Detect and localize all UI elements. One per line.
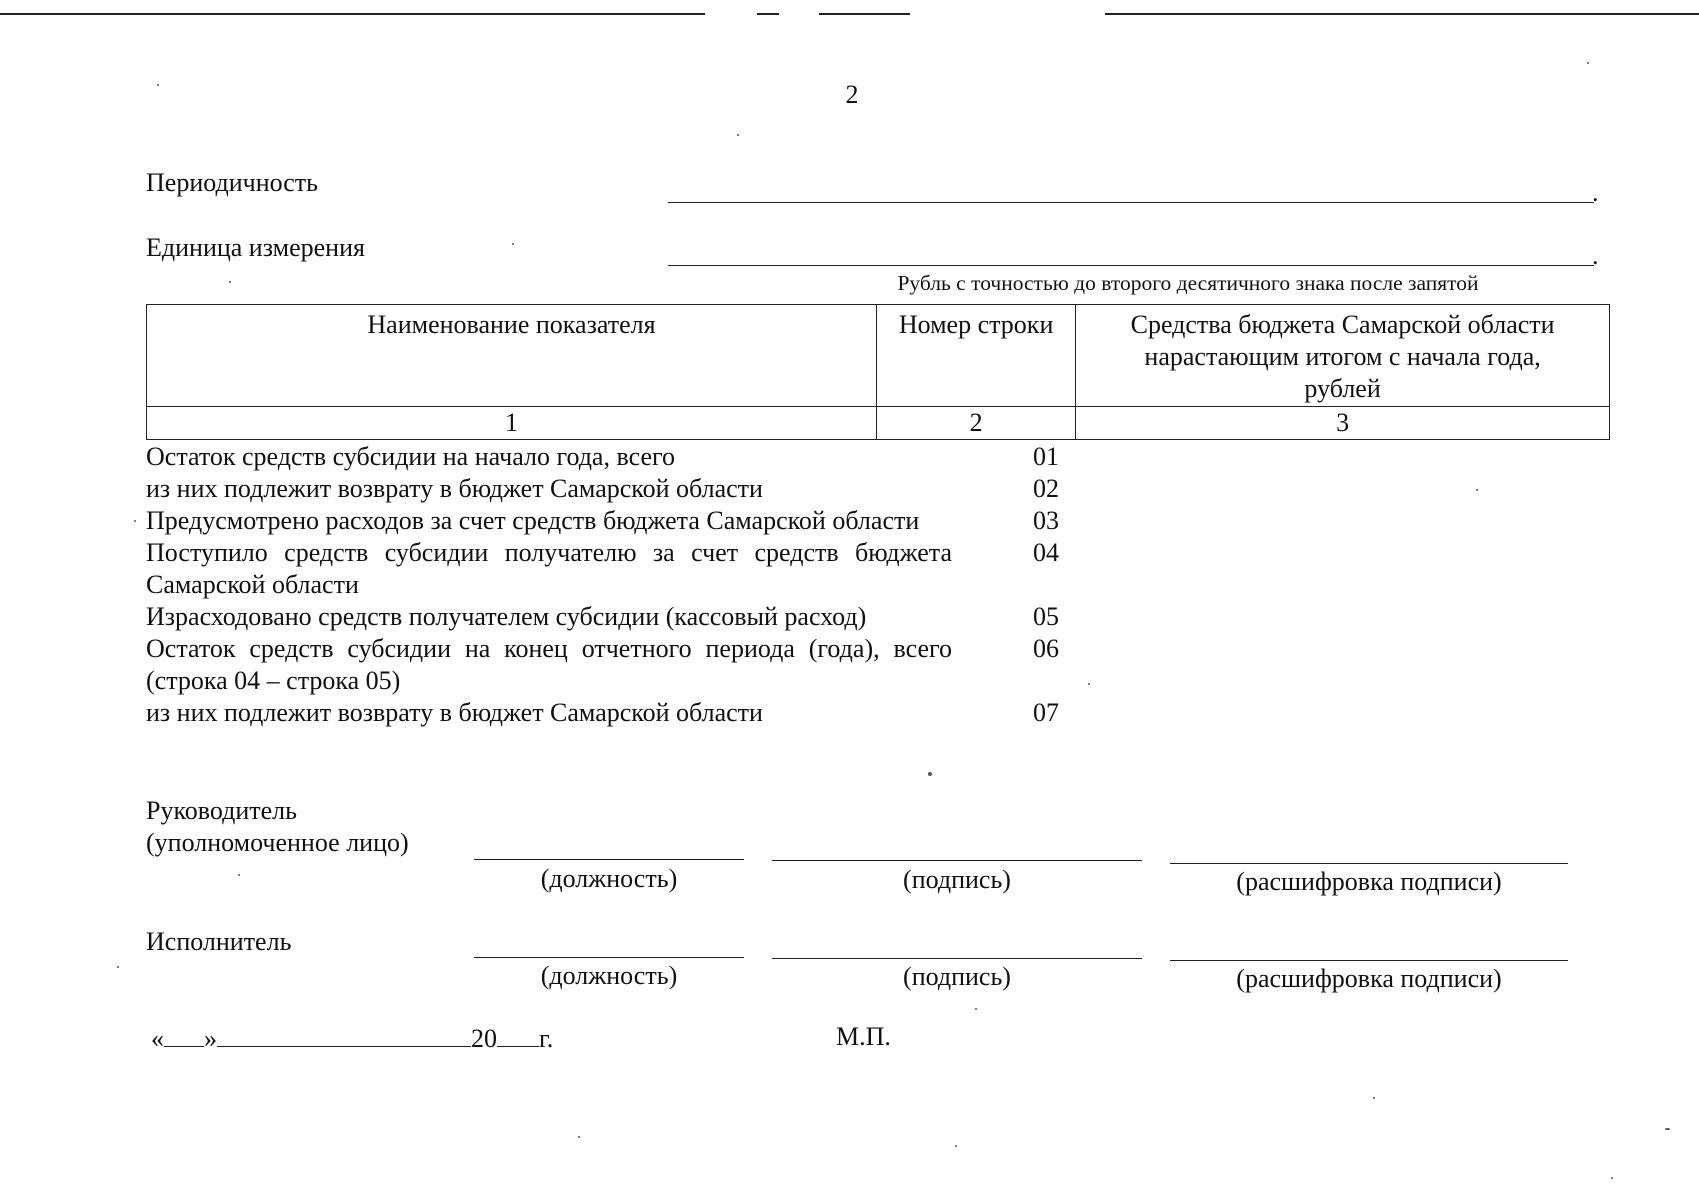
scan-speck — [117, 966, 119, 968]
row-name: Предусмотрено расходов за счет средств бюджета Самарской области — [146, 506, 920, 535]
table-row — [146, 633, 1610, 697]
row-value-cell[interactable] — [1138, 697, 1610, 729]
column-number-3: 3 — [1076, 407, 1610, 440]
table-row — [146, 601, 1610, 633]
executor-decoding-caption: (расшифровка подписи) — [1236, 964, 1502, 993]
scan-top-border — [0, 13, 1699, 15]
date-day-blank[interactable] — [164, 1022, 204, 1047]
periodicity-label: Периодичность — [146, 168, 319, 197]
unit-label: Единица измерения — [146, 233, 365, 262]
units-note: Рубль с точностью до второго десятичного знака после запятой — [897, 271, 1479, 295]
table-row — [146, 441, 1610, 473]
row-value-cell[interactable] — [1138, 505, 1610, 537]
head-label-line2: (уполномоченное лицо) — [146, 828, 409, 857]
row-value-cell[interactable] — [1138, 633, 1610, 697]
column-number-2: 2 — [876, 407, 1075, 440]
head-decoding-line[interactable] — [1170, 863, 1568, 864]
date-year-prefix: 20 — [471, 1024, 497, 1053]
date-open-quote: « — [151, 1024, 164, 1053]
periodicity-line-end: . — [1592, 178, 1599, 207]
indicator-table-header — [146, 304, 1610, 440]
row-code: 01 — [1033, 442, 1059, 471]
head-signature-line[interactable] — [772, 860, 1142, 861]
date-year-suffix: г. — [539, 1024, 554, 1053]
head-label-line1: Руководитель — [146, 796, 297, 825]
head-decoding-caption: (расшифровка подписи) — [1236, 867, 1502, 896]
row-name: Поступило средств субсидии получателю за счет средств бюджета Самарской области — [146, 538, 952, 599]
scan-gap — [705, 10, 757, 18]
column-number-1: 1 — [147, 407, 877, 440]
executor-signature-line[interactable] — [772, 958, 1142, 959]
head-signature-caption: (подпись) — [903, 865, 1011, 894]
row-code: 06 — [1033, 634, 1059, 663]
unit-line-end: . — [1592, 241, 1599, 270]
scan-speck — [157, 84, 159, 86]
scan-speck — [1088, 683, 1090, 685]
row-name: Израсходовано средств получателем субсидии (кассовый расход) — [146, 602, 867, 631]
scan-speck — [928, 772, 932, 776]
row-name: из них подлежит возврату в бюджет Самарской области — [146, 474, 763, 503]
scan-speck — [975, 1008, 977, 1010]
executor-position-caption: (должность) — [540, 961, 678, 990]
table-row — [146, 697, 1610, 729]
scan-speck — [238, 874, 240, 876]
scan-speck — [512, 243, 514, 245]
scan-speck — [1476, 489, 1478, 491]
scan-speck — [229, 281, 231, 283]
page-number: 2 — [845, 80, 859, 109]
header-row-number: Номер строки — [876, 305, 1075, 407]
header-indicator-name: Наименование показателя — [147, 305, 877, 407]
row-code: 03 — [1033, 506, 1059, 535]
unit-field-line[interactable] — [668, 265, 1594, 266]
row-name: Остаток средств субсидии на конец отчетного периода (года), всего (строка 04 – строка 05) — [146, 634, 952, 695]
date-close-quote: » — [204, 1024, 217, 1053]
executor-decoding-line[interactable] — [1170, 960, 1568, 961]
head-label — [146, 795, 409, 859]
column-number-row — [147, 407, 1610, 440]
row-value-cell[interactable] — [1138, 441, 1610, 473]
row-code: 05 — [1033, 602, 1059, 631]
periodicity-field-line[interactable] — [668, 202, 1594, 203]
table-row — [146, 537, 1610, 601]
scan-speck — [1373, 1097, 1375, 1099]
scan-gap — [910, 10, 1105, 18]
table-row — [146, 505, 1610, 537]
row-value-cell[interactable] — [1138, 473, 1610, 505]
row-code: 02 — [1033, 474, 1059, 503]
executor-position-line[interactable] — [474, 957, 744, 958]
date-year-blank[interactable] — [497, 1022, 539, 1047]
executor-signature-caption: (подпись) — [903, 962, 1011, 991]
header-row — [147, 305, 1610, 407]
row-code: 07 — [1033, 698, 1059, 727]
table-row — [146, 473, 1610, 505]
scan-gap — [779, 10, 819, 18]
scan-speck — [1665, 1128, 1670, 1130]
indicator-rows — [146, 441, 1610, 729]
scan-speck — [134, 520, 136, 522]
scan-speck — [955, 1145, 957, 1147]
date-line — [146, 1022, 553, 1054]
scan-speck — [1611, 1177, 1613, 1179]
header-budget-funds: Средства бюджета Самарской области нарастающим итогом с начала года, рублей — [1076, 305, 1610, 407]
scan-speck — [578, 1136, 580, 1138]
executor-label: Исполнитель — [146, 927, 292, 956]
row-value-cell[interactable] — [1138, 537, 1610, 601]
date-month-blank[interactable] — [217, 1022, 471, 1047]
head-position-line[interactable] — [474, 859, 744, 860]
stamp-place-label: М.П. — [836, 1022, 891, 1051]
head-position-caption: (должность) — [540, 864, 678, 893]
row-name: Остаток средств субсидии на начало года, всего — [146, 442, 676, 471]
row-code: 04 — [1033, 538, 1059, 567]
row-name: из них подлежит возврату в бюджет Самарской области — [146, 698, 763, 727]
scan-speck — [1587, 62, 1589, 64]
row-value-cell[interactable] — [1138, 601, 1610, 633]
scan-speck — [737, 134, 739, 136]
